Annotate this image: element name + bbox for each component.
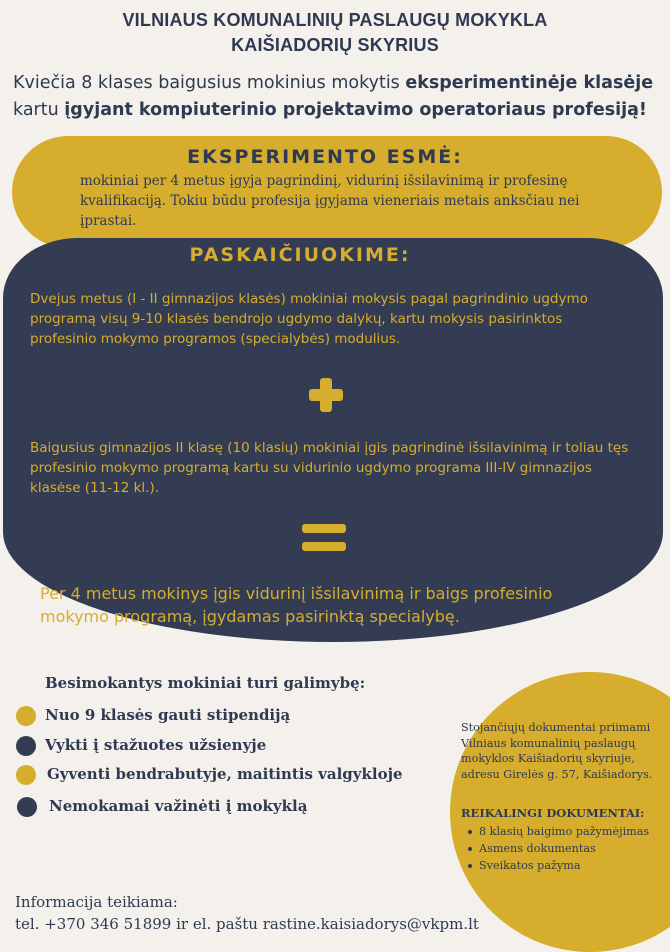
navy-bullet-icon xyxy=(16,736,36,756)
calculation-step1: Dvejus metus (I - II gimnazijos klasės) mokiniai mokysis pagal pagrindinio ugdymo programą visų 9-10 klasės bendrojo ugdymo dalykų, kartu mokysis pasirinktos profesinio mokymo programos (specialybės) modulius. xyxy=(30,291,588,347)
documents-title: REIKALINGI DOKUMENTAI: xyxy=(461,806,645,820)
list-item: 8 klasių baigimo pažymėjimas xyxy=(461,823,670,840)
contact-info xyxy=(15,891,479,935)
school-name-line2: KAIŠIADORIŲ SKYRIUS xyxy=(231,35,439,55)
documents-list xyxy=(461,823,670,874)
calculation-result: Per 4 metus mokinys įgis vidurinį išsilavinimą ir baigs profesinio mokymo programą, įgydamas pasirinktą specialybę. xyxy=(40,584,553,626)
school-name-line1: VILNIAUS KOMUNALINIŲ PASLAUGŲ MOKYKLA xyxy=(122,10,548,30)
experiment-body: mokiniai per 4 metus įgyja pagrindinį, vidurinį išsilavinimą ir profesinę kvalifikaciją. Tokiu būdu profesija įgyjama vieneriais metais anksčiau nei įprastai. xyxy=(80,173,580,229)
navy-bullet-icon xyxy=(17,797,37,817)
invitation-bold-class: eksperimentinėje klasėje xyxy=(405,73,654,93)
list-item: Sveikatos pažyma xyxy=(461,857,670,874)
invitation-bold-profession: įgyjant kompiuterinio projektavimo operatoriaus profesiją! xyxy=(64,100,647,120)
invitation-part1: Kviečia 8 klases baigusius mokinius mokytis xyxy=(13,73,406,93)
invitation-text xyxy=(13,70,663,124)
opportunities-title: Besimokantys mokiniai turi galimybę: xyxy=(45,674,366,692)
gold-bullet-icon xyxy=(16,765,36,785)
opportunity-label: Vykti į stažuotes užsienyje xyxy=(45,736,267,754)
contact-details: tel. +370 346 51899 ir el. paštu rastine.kaisiadorys@vkpm.lt xyxy=(15,915,479,933)
school-name xyxy=(0,8,670,58)
equals-icon xyxy=(302,524,346,533)
opportunity-label: Gyventi bendrabutyje, maitintis valgykloje xyxy=(47,765,403,783)
contact-label: Informacija teikiama: xyxy=(15,893,178,911)
plus-icon-bar xyxy=(309,389,343,401)
equals-icon-bar xyxy=(302,542,346,551)
documents-intro: Stojančiųjų dokumentai priimami Vilniaus komunalinių paslaugų mokyklos Kaišiadorių skyriuje, adresu Girelės g. 57, Kaišiadorys. xyxy=(461,721,653,781)
list-item: Asmens dokumentas xyxy=(461,840,670,857)
opportunity-label: Nemokamai važinėti į mokyklą xyxy=(49,797,308,815)
calculation-step2: Baigusius gimnazijos II klasę (10 klasių) mokiniai įgis pagrindinė išsilavinimą ir toliau tęs profesinio mokymo programą kartu su vidurinio ugdymo programa III-IV gimnazijos klasėse (11-12 kl.). xyxy=(30,440,629,496)
calculation-title: PASKAIČIUOKIME: xyxy=(189,244,411,266)
opportunity-label: Nuo 9 klasės gauti stipendiją xyxy=(45,706,291,724)
gold-bullet-icon xyxy=(16,706,36,726)
experiment-title: EKSPERIMENTO ESMĖ: xyxy=(187,146,463,168)
invitation-part2: kartu xyxy=(13,100,65,120)
